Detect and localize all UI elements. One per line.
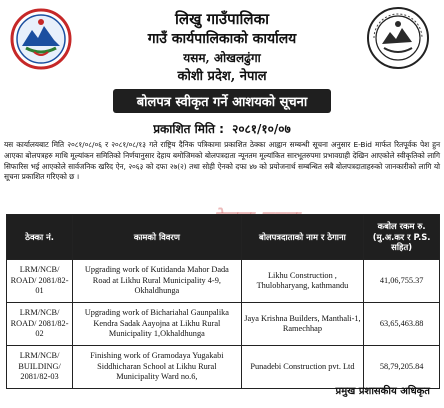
table-row <box>7 260 440 303</box>
contract-ref-cell: LRM/NCB/ ROAD/ 2081/82-02 <box>7 303 73 346</box>
bidder-cell: Punadebi Construction pvt. Ltd <box>241 346 364 389</box>
notice-body-text: यस कार्यालयबाट मिति २०८१/०८/०६ र २०८१/०८/१३ गते राष्ट्रिय दैनिक पत्रिकामा प्रकाशित ठेक्का आह्वान सम्बन्धी सूचना अनुसार E-Bid मार्फत रितपूर्वक पेश हुन आएका बोलपत्रहरु माथि मूल्यांकन समितिको निर्णयानुसार देहाय बमोजिमको बोलपत्रदाता न्यूनतम मूल्यांकित सारभूतरुपमा प्रभावग्राही देखिन आएकोले स्वीकृतिको लागि सिफारिस भई आएकोले सार्वजनिक खरिद ऐन, २०६३ को दफा २७(२) तथा सोही ऐनको दफा ४७ को प्रयोजनार्थ सम्बन्धित सबै बोलपत्रदाताहरुको जानकारीको लागि यो सूचना प्रकाशित गरिएको छ । <box>4 140 440 182</box>
tender-table <box>6 214 440 389</box>
bid-amount-cell: 41,06,755.37 <box>364 260 440 303</box>
notice-title-banner: बोलपत्र स्वीकृत गर्ने आशयको सूचना <box>113 89 331 113</box>
office-location: यसम, ओखलढुंगा <box>183 51 261 65</box>
province-country: कोशी प्रदेश, नेपाल <box>177 69 267 84</box>
publish-date-label: प्रकाशित मिति : <box>153 122 224 136</box>
contract-ref-cell: LRM/NCB/ BUILDING/ 2081/82-03 <box>7 346 73 389</box>
work-description-cell: Finishing work of Gramodaya Yugakabi Siddhicharan School at Likhu Rural Municipality Ward no.6, <box>73 346 242 389</box>
header-bid-amount: कबोल रकम रु. (मु.अ.कर र P.S. सहित) <box>364 215 440 260</box>
bid-amount-cell: 58,79,205.84 <box>364 346 440 389</box>
table-header-row <box>7 215 440 260</box>
publish-date-value: २०८१/१०/०७ <box>232 122 291 136</box>
bidder-cell: Likhu Construction , Thulobharyang, kathmandu <box>241 260 364 303</box>
header-contract-no: ठेक्का नं. <box>7 215 73 260</box>
bidder-cell: Jaya Krishna Builders, Manthali-1, Ramechhap <box>241 303 364 346</box>
office-name: गाउँ कार्यपालिकाको कार्यालय <box>147 31 297 47</box>
publish-date-line <box>0 120 444 137</box>
header-bidder-name-address: बोलपत्रदाताको नाम र ठेगाना <box>241 215 364 260</box>
work-description-cell: Upgrading work of Bichariahal Gaunpalika Kendra Sadak Aayojna at Likhu Rural Municipality 1,Okhaldhunga <box>73 303 242 346</box>
header-work-description: कामको विवरण <box>73 215 242 260</box>
signatory-title: प्रमुख प्रशासकीय अधिकृत <box>335 386 430 397</box>
municipality-name: लिखु गाउँपालिका <box>175 10 269 28</box>
bid-amount-cell: 63,65,463.88 <box>364 303 440 346</box>
table-row <box>7 303 440 346</box>
contract-ref-cell: LRM/NCB/ ROAD/ 2081/82-01 <box>7 260 73 303</box>
work-description-cell: Upgrading work of Kutidanda Mahor Dada Road at Likhu Rural Municipality 4-9, Okhaldhunga <box>73 260 242 303</box>
